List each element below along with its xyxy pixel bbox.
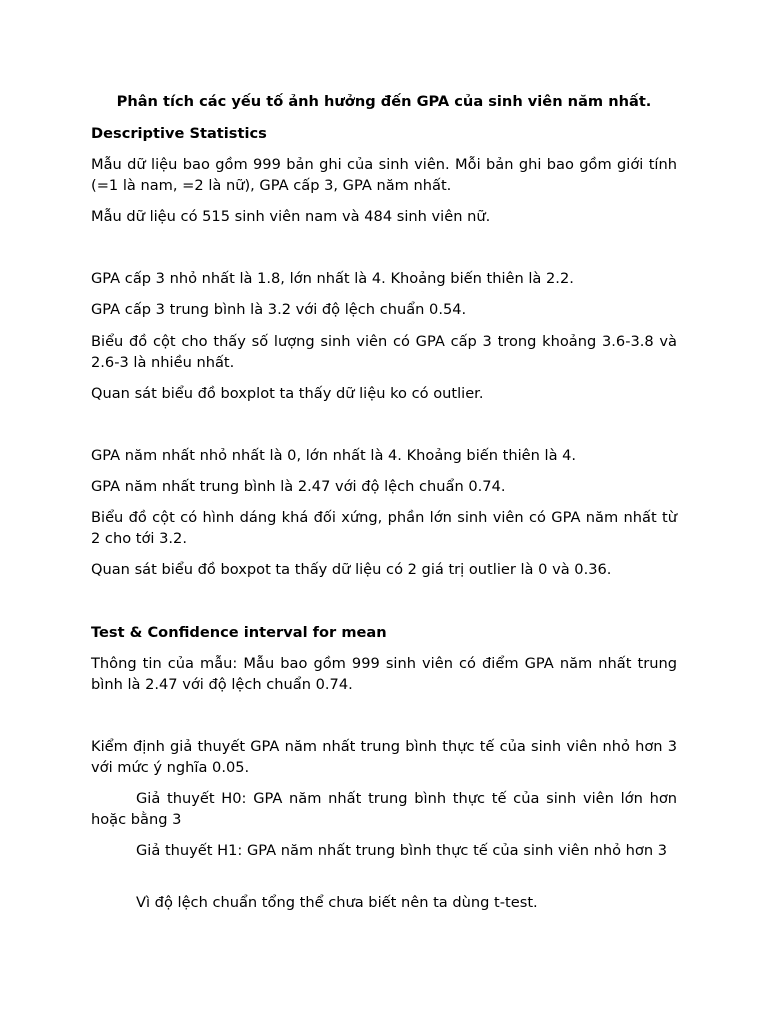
paragraph-hs-gpa-boxplot: Quan sát biểu đồ boxplot ta thấy dữ liệu ko có outlier. bbox=[91, 385, 484, 402]
paragraph-t-test-reason: Vì độ lệch chuẩn tổng thể chưa biết nên ta dùng t-test. bbox=[136, 894, 538, 911]
paragraph-college-gpa-boxplot: Quan sát biểu đồ boxpot ta thấy dữ liệu có 2 giá trị outlier là 0 và 0.36. bbox=[91, 561, 612, 578]
paragraph-hypothesis-h0: Giả thuyết H0: GPA năm nhất trung bình thực tế của sinh viên lớn hơn hoặc bằng 3 bbox=[91, 790, 677, 828]
section-heading-descriptive-statistics: Descriptive Statistics bbox=[91, 125, 267, 142]
paragraph-gender-count: Mẫu dữ liệu có 515 sinh viên nam và 484 sinh viên nữ. bbox=[91, 208, 491, 225]
paragraph-hypothesis-test: Kiểm định giả thuyết GPA năm nhất trung bình thực tế của sinh viên nhỏ hơn 3 với mức ý nghĩa 0.05. bbox=[91, 738, 677, 776]
paragraph-sample-info: Thông tin của mẫu: Mẫu bao gồm 999 sinh viên có điểm GPA năm nhất trung bình là 2.47 với độ lệch chuẩn 0.74. bbox=[91, 655, 677, 693]
paragraph-hs-gpa-histogram: Biểu đồ cột cho thấy số lượng sinh viên có GPA cấp 3 trong khoảng 3.6-3.8 và 2.6-3 là nhiều nhất. bbox=[91, 333, 677, 371]
paragraph-sample-description: Mẫu dữ liệu bao gồm 999 bản ghi của sinh viên. Mỗi bản ghi bao gồm giới tính (=1 là nam, =2 là nữ), GPA cấp 3, GPA năm nhất. bbox=[91, 156, 677, 194]
paragraph-hs-gpa-mean: GPA cấp 3 trung bình là 3.2 với độ lệch chuẩn 0.54. bbox=[91, 301, 467, 318]
paragraph-college-gpa-range: GPA năm nhất nhỏ nhất là 0, lớn nhất là 4. Khoảng biến thiên là 4. bbox=[91, 447, 577, 464]
paragraph-hs-gpa-range: GPA cấp 3 nhỏ nhất là 1.8, lớn nhất là 4. Khoảng biến thiên là 2.2. bbox=[91, 270, 574, 287]
paragraph-college-gpa-mean: GPA năm nhất trung bình là 2.47 với độ lệch chuẩn 0.74. bbox=[91, 478, 506, 495]
paragraph-hypothesis-h1: Giả thuyết H1: GPA năm nhất trung bình thực tế của sinh viên nhỏ hơn 3 bbox=[136, 842, 668, 859]
section-heading-test-confidence-interval: Test & Confidence interval for mean bbox=[91, 624, 387, 641]
page-title: Phân tích các yếu tố ảnh hưởng đến GPA của sinh viên năm nhất. bbox=[116, 93, 652, 110]
paragraph-college-gpa-histogram: Biểu đồ cột có hình dáng khá đối xứng, phần lớn sinh viên có GPA năm nhất từ 2 cho tới 3.2. bbox=[91, 509, 677, 547]
